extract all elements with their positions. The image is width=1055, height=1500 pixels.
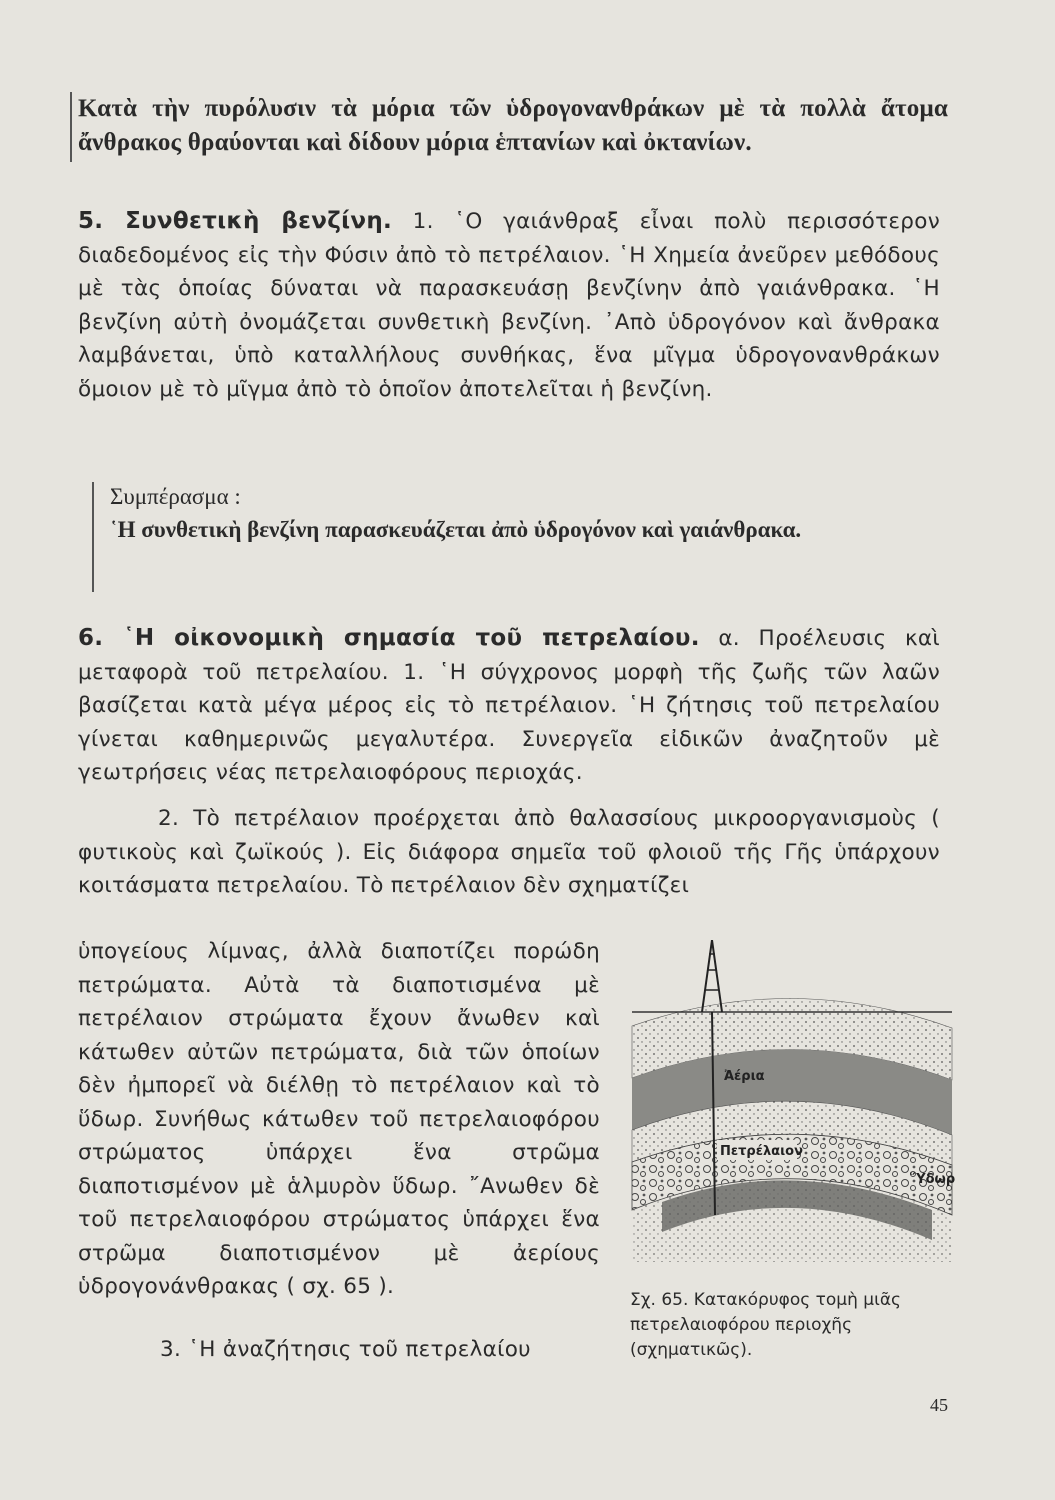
section-5-text: 1. ῾Ο γαιάνθραξ εἶναι πολὺ περισσότερον διαδεδομένος εἰς τὴν Φύσιν ἀπὸ τὸ πετρέλαιον. ῾Η Χημεία ἀνεῦρεν μεθόδους μὲ τὰς ὁποίας δύναται νὰ παρασκευάσῃ βενζίνην ἀπὸ γαιάνθρακα. ῾Η βενζίνη αὐτὴ ὀνομάζεται συνθετικὴ βενζίνη. ᾿Απὸ ὑδρογόνον καὶ ἄνθρακα λαμβάνεται, ὑπὸ καταλλήλους συνθήκας, ἕνα μῖγμα ὑδρογονανθράκων ὅμοιον μὲ τὸ μῖγμα ἀπὸ τὸ ὁποῖον ἀποτελεῖται ἡ βενζίνη. — [78, 209, 940, 402]
section-6-paragraph-2-continued: ὑπογείους λίμνας, ἀλλὰ διαποτίζει πορώδη πετρώματα. Αὐτὰ τὰ διαποτισμένα μὲ πετρέλαιον στρώματα ἔχουν ἄνωθεν καὶ κάτωθεν αὐτῶν πετρώματα, διὰ τῶν ὁποίων δὲν ἠμπορεῖ νὰ διέλθῃ τὸ πετρέλαιον καὶ τὸ ὕδωρ. Συνήθως κάτωθεν τοῦ πετρελαιοφόρου στρώματος ὑπάρχει ἕνα στρῶμα διαποτισμένον μὲ ἁλμυρὸν ὕδωρ. ῎Ανωθεν δὲ τοῦ πετρελαιοφόρου στρώματος ὑπάρχει ἕνα στρῶμα διαποτισμένον μὲ ἀερίους ὑδρογονάνθρακας ( σχ. 65 ). — [78, 939, 600, 1299]
oil-label: Πετρέλαιον — [720, 1144, 803, 1159]
margin-bar — [70, 92, 72, 162]
conclusion-title: Συμπέρασμα : — [110, 484, 241, 509]
section-5-heading: 5. Συνθετικὴ βενζίνη. — [78, 208, 393, 234]
section-6-paragraph-2: 2. Τὸ πετρέλαιον προέρχεται ἀπὸ θαλασσίους μικροοργανισμοὺς ( φυτικοὺς καὶ ζωϊκούς ). Εἰς διάφορα σημεῖα τοῦ φλοιοῦ τῆς Γῆς ὑπάρχουν κοιτάσματα πετρελαίου. Τὸ πετρέλαιον δὲν σχηματίζει — [78, 806, 940, 898]
section-6-paragraph — [78, 622, 940, 790]
intro-paragraph: Κατὰ τὴν πυρόλυσιν τὰ μόρια τῶν ὑδρογονανθράκων μὲ τὰ πολλὰ ἄτομα ἄνθρακος θραύονται καὶ δίδουν μόρια ἑπτανίων καὶ ὀκτανίων. — [78, 95, 948, 156]
section-6-heading: 6. ῾Η οἰκονομικὴ σημασία τοῦ πετρελαίου. — [78, 625, 700, 651]
water-label: Ὕδωρ — [910, 1172, 956, 1187]
section-5-paragraph — [78, 205, 940, 406]
margin-bar — [92, 482, 94, 592]
section-6-text: α. Προέλευσις καὶ μεταφορὰ τοῦ πετρελαίου. 1. ῾Η σύγχρονος μορφὴ τῆς ζωῆς τῶν λαῶν βασίζεται κατὰ μέγα μέρος εἰς τὸ πετρέλαιον. ῾Η ζήτησις τοῦ πετρελαίου γίνεται καθημερινῶς μεγαλυτέρα. Συνεργεῖα εἰδικῶν ἀναζητοῦν μὲ γεωτρήσεις νέας πετρελαιοφόρους περιοχάς. — [78, 626, 940, 785]
oil-field-cross-section-figure — [612, 940, 972, 1280]
page-number: 45 — [930, 1395, 948, 1415]
gas-label: Ἀέρια — [724, 1069, 765, 1084]
conclusion-text: ῾Η συνθετικὴ βενζίνη παρασκευάζεται ἀπὸ ὑδρογόνον καὶ γαιάνθρακα. — [110, 517, 802, 542]
figure-caption: Σχ. 65. Κατακόρυφος τομὴ μιᾶς πετρελαιοφόρου περιοχῆς (σχηματικῶς). — [630, 1290, 902, 1360]
conclusion-box — [110, 480, 940, 546]
derrick-icon — [702, 940, 722, 1012]
section-6-paragraph-3-start: 3. ῾Η ἀναζήτησις τοῦ πετρελαίου — [160, 1337, 531, 1362]
